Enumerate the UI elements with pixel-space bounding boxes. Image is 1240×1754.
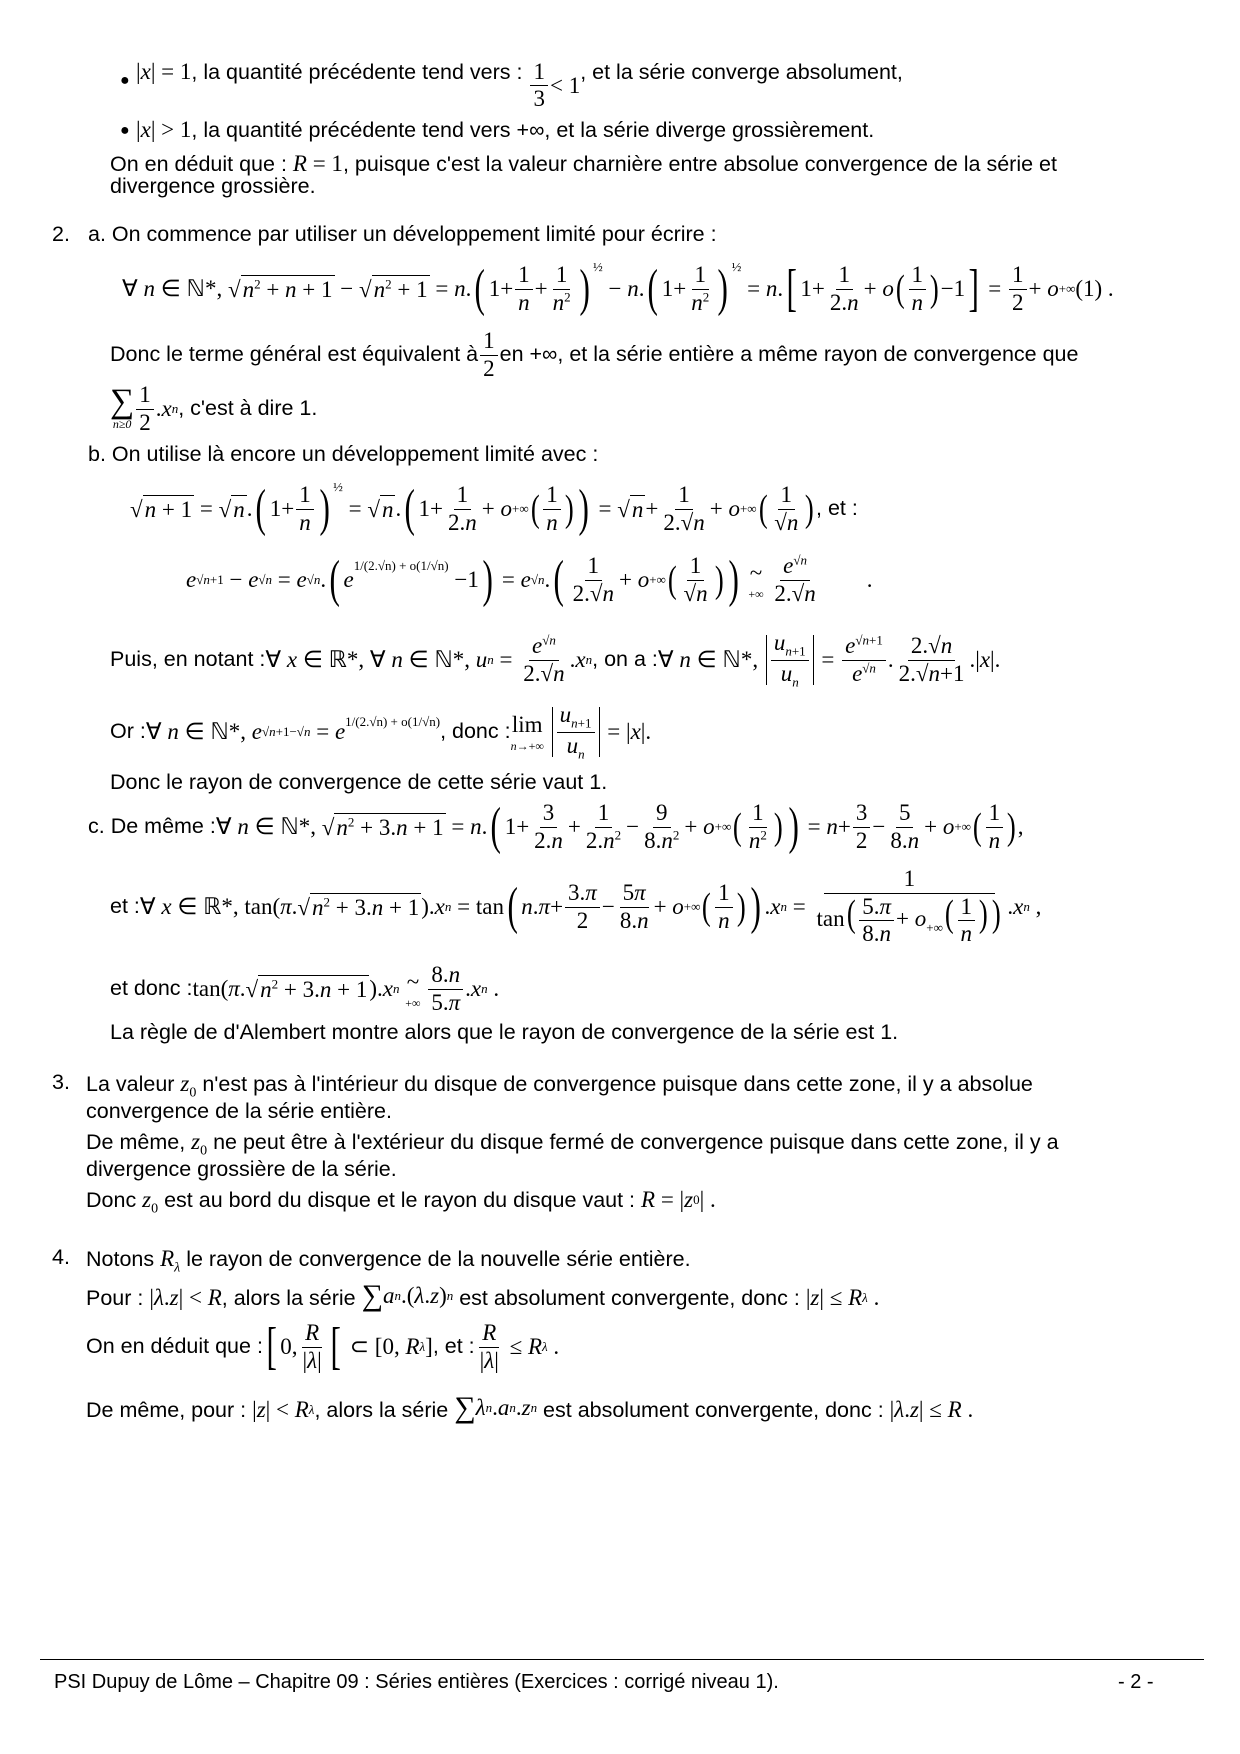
equation-2b-2: e √n+1 − e √n = e √n . ( e $^{1/(2.√n) + o(1/√n)}$ −1 ) = e √n . ( $\frac{1}{2.√n}$ + o +∞ ( $\frac{1}{√n}$ ) ) ~ +∞ $\frac{e^{√n}}{2.√n}$ . xyxy=(186,551,873,609)
conclusion-line: On en déduit que : R = 1, puisque c'est la valeur charnière entre absolue convergence de la série et xyxy=(110,151,1057,176)
text-line: Notons $R_\lambda$ le rayon de convergence de la nouvelle série entière. xyxy=(86,1246,691,1276)
question-2c-heading: c. De même : ∀ n ∈ ℕ*, √ $n^2 + 3.n + 1$ = n . ( 1+ $\frac{3}{2.n}$ + $\frac{1}{2.n^2}$ − $\frac{9}{8.n^2}$ + o +∞ ( $\frac{1}{n^2}$ ) ) = n + $\frac{3}{2}$ − $\frac{5}{8.n}$ + o +∞ ( $\frac{1}{n}$ ) , xyxy=(88,798,1024,856)
bullet-line-2: | x | > 1, la quantité précédente tend vers +∞, et la série diverge grossièrement. xyxy=(136,117,875,142)
text-line: convergence de la série entière. xyxy=(86,1099,392,1123)
equation-2a: ∀ n ∈ ℕ*, √ $n^2 + n + 1$ − √ $n^2 + 1$ = n . ( 1+ $\frac{1}{n}$ + $\frac{1}{n^2}$ ) $^{\frac{1}{2}}$ − n . ( 1+ $\frac{1}{n^2}$ ) $^{\frac{1}{2}}$ = n . [ 1+ $\frac{1}{2.n}$ + o ( $\frac{1}{n}$ ) −1 ] = $\frac{1}{2}$ + o +∞ (1) . xyxy=(122,259,1114,318)
text-line: ∑ n≥0 $\frac{1}{2}$ . x n , c'est à dire 1. xyxy=(110,382,318,435)
text-line: Donc le terme général est équivalent à $\frac{1}{2}$ en +∞, et la série entière a même rayon de convergence que xyxy=(110,328,1079,381)
text-line: Donc $z_0$ est au bord du disque et le rayon du disque vaut : R = | z 0 | . xyxy=(86,1187,716,1217)
conclusion-line: divergence grossière. xyxy=(110,174,316,198)
bullet: ● xyxy=(120,72,130,89)
text-line: Pour : | λ . z | < R , alors la série ∑ a n .( λ . z ) n est absolument convergente, donc : | z | ≤ R λ . xyxy=(86,1279,880,1312)
question-number: 2. xyxy=(52,222,70,246)
text-line: Donc le rayon de convergence de cette série vaut 1. xyxy=(110,770,608,794)
text-line: Or : ∀ n ∈ ℕ*, e √n+1−√n = e $^{1/(2.√n) + o(1/√n)}$ , donc : lim n→+∞ $\frac{u_{n+1}}{u_n}$ = | x |. xyxy=(110,701,652,762)
equation-2b-1: √ n + 1 = √ n . ( 1+ $\frac{1}{n}$ ) $^{\frac{1}{2}}$ = √ n . ( 1+ $\frac{1}{2.n}$ + o +∞ ( $\frac{1}{n}$ ) ) = √ n + $\frac{1}{2.√n}$ + o +∞ ( $\frac{1}{√n}$ ) , et : xyxy=(130,479,858,538)
question-2a-heading: a. On commence par utiliser un développement limité pour écrire : xyxy=(88,222,717,246)
text-line: De même, $z_0$ ne peut être à l'extérieur du disque fermé de convergence puisque dans cette zone, il y a xyxy=(86,1129,1059,1159)
question-2b-heading: b. On utilise là encore un développement limité avec : xyxy=(88,442,599,466)
text-line: On en déduit que : [ 0, $\frac{R}{|\lambda|}$ [ ⊂ [0, R λ ] , et : $\frac{R}{|\lambda|}$ ≤ R λ . xyxy=(86,1318,560,1376)
bullet: ● xyxy=(120,122,130,139)
text-line: De même, pour : | z | < R λ , alors la série ∑ λ n . a n . z n est absolument convergente, donc : | λ . z | ≤ R . xyxy=(86,1391,974,1424)
footer-rule xyxy=(40,1659,1204,1660)
page-number: - 2 - xyxy=(1118,1671,1154,1693)
footer-title: PSI Dupuy de Lôme – Chapitre 09 : Séries entières (Exercices : corrigé niveau 1). xyxy=(54,1671,779,1693)
bullet-line-1: | x | = 1, la quantité précédente tend vers : $\frac{1}{3}$ < 1, et la série converge absolument, xyxy=(136,59,903,112)
question-number: 4. xyxy=(52,1245,70,1269)
text-line: La valeur $z_0$ n'est pas à l'intérieur du disque de convergence puisque dans cette zone, il y a absolue xyxy=(86,1071,1033,1101)
text-line: Puis, en notant : ∀ x ∈ ℝ*, ∀ n ∈ ℕ*, u n = $\frac{e^{√n}}{2.√n}$ . x n , on a : ∀ n ∈ ℕ*, $\frac{u_{n+1}}{u_n}$ = $\frac{e^{√n+1}}{e^{√n}}$ . $\frac{2.√n}{2.√n+1}$ .| x |. xyxy=(110,629,1001,690)
text-line: La règle de d'Alembert montre alors que le rayon de convergence de la série est 1. xyxy=(110,1020,899,1044)
text-line: divergence grossière de la série. xyxy=(86,1157,397,1181)
equation-2c: et : ∀ x ∈ ℝ*, tan( π . √ $n^2 + 3.n + 1$ ). x n = tan ( n . π + $\frac{3.\pi}{2}$ − $\frac{5\pi}{8.n}$ + o +∞ ( $\frac{1}{n}$ ) ) . x n = 1 tan( $\frac{5.\pi}{8.n}$ + $o_{+\infty}$( $\frac{1}{n}$ )) . x n , xyxy=(110,866,1042,947)
question-number: 3. xyxy=(52,1070,70,1094)
text-line: et donc : tan( π . √ $n^2 + 3.n + 1$ ). x n ~ +∞ $\frac{8.n}{5.\pi}$ . x n . xyxy=(110,962,500,1015)
